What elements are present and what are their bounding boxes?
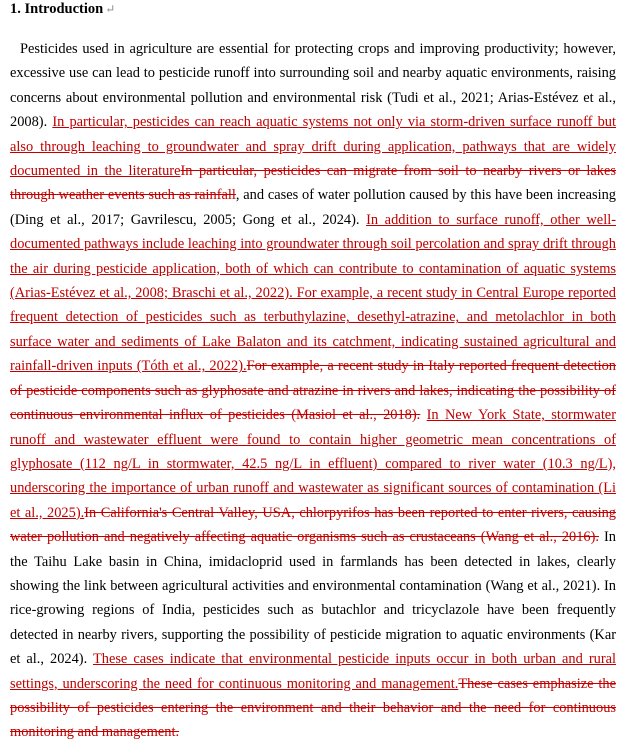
text-run: Pesticides used in agriculture are essential for protecting crops and improving productivity; however, excessive use can lead to pesticide runoff into surrounding soil and nearby aquatic environments, raising concerns about environmental pollution and environmental risk (Tudi et al., 2021; Arias-Estévez et al., 2008). xyxy=(10,41,616,131)
tracked-deletion: These cases emphasize the possibility of pesticides entering the environment and their behavior and the need for continuous monitoring and management. xyxy=(10,675,617,741)
tracked-deletion: For example, a recent study in Italy reported frequent detection of pesticide components such as glyphosate and atrazine in rivers and lakes, indicating the possibility of continuous environmental influx of pesticides (Masiol et al., 2018). xyxy=(10,358,616,424)
introduction-paragraph[interactable] xyxy=(10,37,616,745)
tracked-insertion: In addition to surface runoff, other well-documented pathways include leaching into groundwater through soil percolation and spray drift through the air during pesticide application, both of which can contribute to contamination of aquatic systems (Arias-Estévez et al., 2008; Braschi et al., 2022). For example, a recent study in Central Europe reported frequent detection of pesticides such as terbuthylazine, desethyl-atrazine, and metolachlor in both surface water and sediments of Lake Balaton and its catchment, indicating sustained agricultural and rainfall-driven inputs (Tóth et al., 2022). xyxy=(10,211,616,375)
heading-text: 1. Introduction xyxy=(10,1,104,17)
tracked-insertion: In particular, pesticides can reach aquatic systems not only via storm-driven surface runoff but also through leaching to groundwater and spray drift during application, pathways that are widely documented in the literature xyxy=(10,114,616,180)
tracked-deletion: In particular, pesticides can migrate from soil to nearby rivers or lakes through weather events such as rainfall xyxy=(10,163,616,204)
text-run: In the Taihu Lake basin in China, imidacloprid used in farmlands has been detected in lakes, clearly showing the link between agricultural activities and environmental contamination (Wang et al., 2021). In rice-growing regions of India, pesticides such as butachlor and tricyclazole have been frequently detected in nearby rivers, supporting the possibility of pesticide migration to aquatic environments (Kar et al., 2024). xyxy=(10,529,616,668)
paragraph-mark-icon: ↵ xyxy=(105,2,116,16)
tracked-insertion: In New York State, stormwater runoff and wastewater effluent were found to contain higher geometric mean concentrations of glyphosate (112 ng/L in stormwater, 42.5 ng/L in effluent) compared to river water (10.3 ng/L), underscoring the importance of urban runoff and wastewater as significant sources of contamination (Li et al., 2025). xyxy=(10,407,616,521)
text-run: , and cases of water pollution caused by this have been increasing (Ding et al., 2017; Gavrilescu, 2005; Gong et al., 2024). xyxy=(10,187,616,228)
tracked-deletion: In California's Central Valley, USA, chlorpyrifos has been reported to enter rivers, causing water pollution and negatively affecting aquatic organisms such as crustaceans (Wang et al., 2016). xyxy=(10,504,616,546)
section-heading xyxy=(10,0,115,18)
tracked-insertion: These cases indicate that environmental pesticide inputs occur in both urban and rural settings, underscoring the need for continuous monitoring and management. xyxy=(10,651,616,692)
